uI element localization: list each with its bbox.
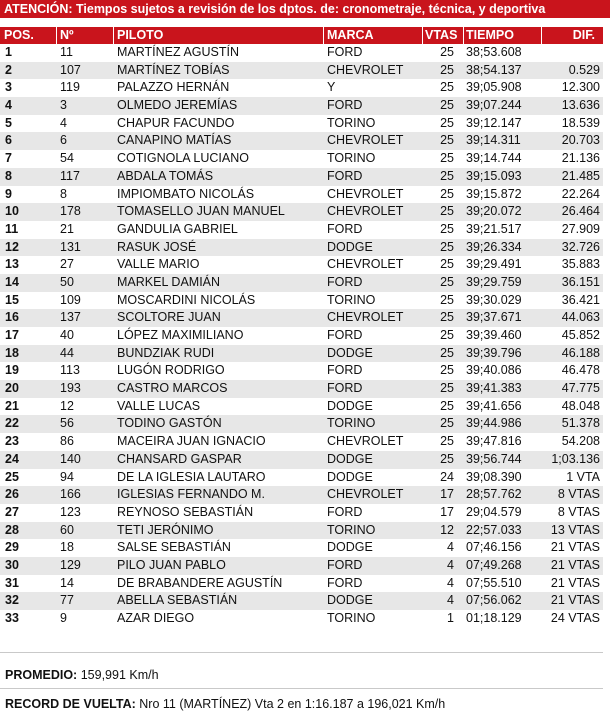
gap-cell: 8 VTAS <box>557 487 600 502</box>
laps-cell: 25 <box>440 257 454 272</box>
average-speed <box>5 668 159 682</box>
time-cell: 39;26.334 <box>466 239 522 254</box>
car-number-cell: 56 <box>60 416 74 431</box>
position-cell: 17 <box>5 328 19 342</box>
table-row <box>0 592 603 610</box>
position-cell: 22 <box>5 416 19 431</box>
position-cell: 9 <box>5 186 12 201</box>
laps-cell: 12 <box>440 522 454 537</box>
driver-name-cell: CASTRO MARCOS <box>117 381 228 396</box>
laps-cell: 25 <box>440 168 454 183</box>
car-number-cell: 27 <box>60 257 74 272</box>
brand-cell: CHEVROLET <box>327 487 404 502</box>
column-divider <box>422 27 423 44</box>
position-cell: 1 <box>5 45 12 59</box>
gap-cell: 20.703 <box>561 133 600 148</box>
laps-cell: 25 <box>440 451 454 466</box>
position-cell: 28 <box>5 522 19 537</box>
gap-cell: 36.151 <box>561 274 600 289</box>
driver-name-cell: PILO JUAN PABLO <box>117 557 226 572</box>
table-row <box>0 150 603 168</box>
position-cell: 10 <box>5 204 19 219</box>
time-cell: 39;14.311 <box>466 133 521 148</box>
gap-cell: 36.421 <box>561 292 600 307</box>
table-row <box>0 44 603 62</box>
brand-cell: CHEVROLET <box>327 186 404 201</box>
average-speed-value: 159,991 Km/h <box>80 668 159 682</box>
table-row <box>0 522 603 540</box>
position-cell: 11 <box>5 221 19 236</box>
car-number-cell: 137 <box>60 310 81 325</box>
car-number-cell: 86 <box>60 434 74 449</box>
gap-cell: 21 VTAS <box>550 540 600 555</box>
position-cell: 4 <box>5 98 12 113</box>
laps-cell: 25 <box>440 133 454 148</box>
column-divider <box>56 27 57 44</box>
table-row <box>0 186 603 204</box>
time-cell: 39;07.244 <box>466 98 522 113</box>
car-number-cell: 129 <box>60 557 81 572</box>
driver-name-cell: VALLE LUCAS <box>117 398 201 413</box>
column-header-piloto: PILOTO <box>117 28 164 42</box>
brand-cell: FORD <box>327 328 363 342</box>
laps-cell: 25 <box>440 204 454 219</box>
position-cell: 24 <box>5 451 19 466</box>
table-row <box>0 345 603 363</box>
driver-name-cell: REYNOSO SEBASTIÁN <box>117 504 254 519</box>
time-cell: 39;30.029 <box>466 292 522 307</box>
laps-cell: 4 <box>447 593 454 608</box>
brand-cell: TORINO <box>327 522 376 537</box>
table-row <box>0 168 603 186</box>
table-row <box>0 292 603 310</box>
time-cell: 39;41.656 <box>466 398 522 413</box>
brand-cell: FORD <box>327 381 363 396</box>
table-row <box>0 79 603 97</box>
position-cell: 18 <box>5 345 19 360</box>
time-cell: 39;39.460 <box>466 328 522 342</box>
brand-cell: DODGE <box>327 451 373 466</box>
column-divider <box>113 27 114 44</box>
laps-cell: 25 <box>440 363 454 378</box>
table-row <box>0 610 603 628</box>
car-number-cell: 40 <box>60 328 74 342</box>
lap-record-value: Nro 11 (MARTÍNEZ) Vta 2 en 1:16.187 a 196,021 Km/h <box>139 697 446 711</box>
time-cell: 39;15.093 <box>466 168 522 183</box>
brand-cell: FORD <box>327 504 363 519</box>
driver-name-cell: TETI JERÓNIMO <box>117 522 214 537</box>
table-row <box>0 469 603 487</box>
gap-cell: 35.883 <box>561 257 600 272</box>
time-cell: 28;57.762 <box>466 487 522 502</box>
time-cell: 39;44.986 <box>466 416 522 431</box>
laps-cell: 25 <box>440 186 454 201</box>
table-row <box>0 415 603 433</box>
driver-name-cell: LUGÓN RODRIGO <box>117 363 225 378</box>
table-row <box>0 504 603 522</box>
time-cell: 01;18.129 <box>466 611 522 625</box>
time-cell: 07;56.062 <box>466 593 522 608</box>
brand-cell: TORINO <box>327 115 376 130</box>
time-cell: 39;47.816 <box>466 434 522 449</box>
position-cell: 5 <box>5 115 12 130</box>
laps-cell: 25 <box>440 398 454 413</box>
column-divider <box>323 27 324 44</box>
brand-cell: CHEVROLET <box>327 310 404 325</box>
gap-cell: 12.300 <box>561 80 600 95</box>
car-number-cell: 178 <box>60 204 81 219</box>
gap-cell: 21 VTAS <box>550 557 600 572</box>
laps-cell: 25 <box>440 151 454 166</box>
driver-name-cell: SALSE SEBASTIÁN <box>117 540 231 555</box>
laps-cell: 25 <box>440 345 454 360</box>
driver-name-cell: TODINO GASTÓN <box>117 416 222 431</box>
position-cell: 16 <box>5 310 19 325</box>
car-number-cell: 50 <box>60 274 74 289</box>
brand-cell: FORD <box>327 98 363 113</box>
brand-cell: FORD <box>327 221 363 236</box>
gap-cell: 22.264 <box>561 186 600 201</box>
column-header-tiempo: TIEMPO <box>466 28 514 42</box>
gap-cell: 0.529 <box>568 62 600 77</box>
driver-name-cell: MOSCARDINI NICOLÁS <box>117 292 256 307</box>
driver-name-cell: DE BRABANDERE AGUSTÍN <box>117 575 283 590</box>
laps-cell: 25 <box>440 434 454 449</box>
time-cell: 39;14.744 <box>466 151 522 166</box>
laps-cell: 25 <box>440 239 454 254</box>
position-cell: 27 <box>5 504 19 519</box>
car-number-cell: 14 <box>60 575 74 590</box>
table-row <box>0 97 603 115</box>
brand-cell: DODGE <box>327 398 373 413</box>
time-cell: 39;20.072 <box>466 204 522 219</box>
brand-cell: FORD <box>327 575 363 590</box>
table-row <box>0 309 603 327</box>
driver-name-cell: LÓPEZ MAXIMILIANO <box>117 328 244 342</box>
car-number-cell: 18 <box>60 540 74 555</box>
time-cell: 22;57.033 <box>466 522 522 537</box>
brand-cell: FORD <box>327 557 363 572</box>
driver-name-cell: DE LA IGLESIA LAUTARO <box>117 469 266 484</box>
time-cell: 38;54.137 <box>466 62 522 77</box>
driver-name-cell: MARTÍNEZ AGUSTÍN <box>117 45 240 59</box>
car-number-cell: 123 <box>60 504 81 519</box>
driver-name-cell: CHAPUR FACUNDO <box>117 115 235 130</box>
divider <box>0 688 603 689</box>
time-cell: 39;56.744 <box>466 451 522 466</box>
time-cell: 39;05.908 <box>466 80 522 95</box>
column-header-dif: DIF. <box>572 28 595 42</box>
laps-cell: 17 <box>440 504 454 519</box>
table-row <box>0 62 603 80</box>
driver-name-cell: TOMASELLO JUAN MANUEL <box>117 204 285 219</box>
brand-cell: FORD <box>327 45 363 59</box>
laps-cell: 24 <box>440 469 454 484</box>
brand-cell: TORINO <box>327 611 376 625</box>
gap-cell: 1 VTA <box>566 469 600 484</box>
driver-name-cell: BUNDZIAK RUDI <box>117 345 215 360</box>
car-number-cell: 119 <box>60 80 80 95</box>
position-cell: 15 <box>5 292 19 307</box>
gap-cell: 26.464 <box>561 204 600 219</box>
position-cell: 6 <box>5 133 12 148</box>
laps-cell: 4 <box>447 557 454 572</box>
laps-cell: 25 <box>440 381 454 396</box>
laps-cell: 25 <box>440 62 454 77</box>
laps-cell: 25 <box>440 80 454 95</box>
laps-cell: 25 <box>440 310 454 325</box>
car-number-cell: 113 <box>60 363 80 378</box>
brand-cell: DODGE <box>327 239 373 254</box>
driver-name-cell: IMPIOMBATO NICOLÁS <box>117 186 255 201</box>
time-cell: 39;29.759 <box>466 274 522 289</box>
table-row <box>0 575 603 593</box>
time-cell: 39;12.147 <box>466 115 522 130</box>
time-cell: 39;29.491 <box>466 257 522 272</box>
brand-cell: DODGE <box>327 593 373 608</box>
car-number-cell: 11 <box>60 45 73 59</box>
brand-cell: FORD <box>327 274 363 289</box>
gap-cell: 51.378 <box>561 416 600 431</box>
laps-cell: 1 <box>447 611 454 625</box>
position-cell: 20 <box>5 381 19 396</box>
car-number-cell: 117 <box>60 168 80 183</box>
results-table <box>0 44 603 628</box>
car-number-cell: 9 <box>60 611 67 625</box>
car-number-cell: 6 <box>60 133 67 148</box>
laps-cell: 25 <box>440 221 454 236</box>
laps-cell: 17 <box>440 487 454 502</box>
gap-cell: 44.063 <box>561 310 600 325</box>
laps-cell: 4 <box>447 575 454 590</box>
driver-name-cell: COTIGNOLA LUCIANO <box>117 151 249 166</box>
car-number-cell: 107 <box>60 62 81 77</box>
gap-cell: 21 VTAS <box>550 575 600 590</box>
position-cell: 7 <box>5 151 12 166</box>
position-cell: 2 <box>5 62 12 77</box>
gap-cell: 46.478 <box>561 363 600 378</box>
column-header-vtas: VTAS <box>425 28 458 42</box>
time-cell: 39;08.390 <box>466 469 522 484</box>
table-row <box>0 256 603 274</box>
driver-name-cell: OLMEDO JEREMÍAS <box>117 98 238 113</box>
table-row <box>0 221 603 239</box>
time-cell: 39;41.383 <box>466 381 522 396</box>
car-number-cell: 131 <box>60 239 81 254</box>
driver-name-cell: AZAR DIEGO <box>117 611 195 625</box>
lap-record-label: RECORD DE VUELTA: <box>5 697 136 711</box>
position-cell: 33 <box>5 611 19 625</box>
driver-name-cell: RASUK JOSÉ <box>117 239 197 254</box>
gap-cell: 45.852 <box>561 328 600 342</box>
car-number-cell: 60 <box>60 522 74 537</box>
position-cell: 19 <box>5 363 19 378</box>
warning-banner: ATENCIÓN: Tiempos sujetos a revisión de los dptos. de: cronometraje, técnica, y deportiva <box>0 0 610 18</box>
driver-name-cell: MACEIRA JUAN IGNACIO <box>117 434 266 449</box>
car-number-cell: 4 <box>60 115 67 130</box>
driver-name-cell: MARTÍNEZ TOBÍAS <box>117 62 230 77</box>
gap-cell: 48.048 <box>561 398 600 413</box>
column-divider <box>463 27 464 44</box>
time-cell: 29;04.579 <box>466 504 522 519</box>
table-row <box>0 132 603 150</box>
position-cell: 32 <box>5 593 19 608</box>
brand-cell: DODGE <box>327 469 373 484</box>
position-cell: 3 <box>5 80 12 95</box>
gap-cell: 18.539 <box>561 115 600 130</box>
position-cell: 26 <box>5 487 19 502</box>
brand-cell: CHEVROLET <box>327 204 404 219</box>
laps-cell: 25 <box>440 45 454 59</box>
table-row <box>0 115 603 133</box>
gap-cell: 47.775 <box>561 381 600 396</box>
driver-name-cell: CANAPINO MATÍAS <box>117 133 232 148</box>
driver-name-cell: PALAZZO HERNÁN <box>117 80 230 95</box>
laps-cell: 25 <box>440 115 454 130</box>
lap-record <box>5 697 445 711</box>
car-number-cell: 3 <box>60 98 67 113</box>
brand-cell: CHEVROLET <box>327 434 404 449</box>
brand-cell: CHEVROLET <box>327 257 404 272</box>
table-row <box>0 398 603 416</box>
car-number-cell: 109 <box>60 292 81 307</box>
laps-cell: 4 <box>447 540 454 555</box>
brand-cell: CHEVROLET <box>327 62 404 77</box>
brand-cell: CHEVROLET <box>327 133 404 148</box>
position-cell: 30 <box>5 557 19 572</box>
position-cell: 8 <box>5 168 12 183</box>
car-number-cell: 21 <box>60 221 74 236</box>
gap-cell: 32.726 <box>561 239 600 254</box>
brand-cell: TORINO <box>327 292 376 307</box>
column-header-pos: POS. <box>4 28 34 42</box>
time-cell: 38;53.608 <box>466 45 522 59</box>
car-number-cell: 193 <box>60 381 81 396</box>
gap-cell: 1;03.136 <box>551 451 600 466</box>
brand-cell: TORINO <box>327 416 376 431</box>
laps-cell: 25 <box>440 328 454 342</box>
car-number-cell: 94 <box>60 469 74 484</box>
position-cell: 13 <box>5 257 19 272</box>
position-cell: 14 <box>5 274 19 289</box>
time-cell: 07;55.510 <box>466 575 522 590</box>
position-cell: 12 <box>5 239 19 254</box>
brand-cell: FORD <box>327 168 363 183</box>
position-cell: 25 <box>5 469 19 484</box>
table-row <box>0 451 603 469</box>
gap-cell: 13.636 <box>561 98 600 113</box>
table-row <box>0 433 603 451</box>
gap-cell: 13 VTAS <box>550 522 600 537</box>
brand-cell: DODGE <box>327 540 373 555</box>
brand-cell: TORINO <box>327 151 376 166</box>
column-header-num: Nº <box>60 28 74 42</box>
driver-name-cell: IGLESIAS FERNANDO M. <box>117 487 265 502</box>
table-row <box>0 274 603 292</box>
driver-name-cell: CHANSARD GASPAR <box>117 451 242 466</box>
driver-name-cell: ABELLA SEBASTIÁN <box>117 593 238 608</box>
time-cell: 07;49.268 <box>466 557 522 572</box>
car-number-cell: 77 <box>60 593 74 608</box>
gap-cell: 8 VTAS <box>557 504 600 519</box>
car-number-cell: 140 <box>60 451 81 466</box>
position-cell: 23 <box>5 434 19 449</box>
laps-cell: 25 <box>440 98 454 113</box>
table-row <box>0 239 603 257</box>
time-cell: 07;46.156 <box>466 540 522 555</box>
column-header-marca: MARCA <box>327 28 374 42</box>
table-row <box>0 203 603 221</box>
table-row <box>0 327 603 345</box>
table-row <box>0 486 603 504</box>
driver-name-cell: SCOLTORE JUAN <box>117 310 221 325</box>
car-number-cell: 8 <box>60 186 67 201</box>
divider <box>0 652 603 653</box>
column-divider <box>541 27 542 44</box>
time-cell: 39;15.872 <box>466 186 522 201</box>
position-cell: 29 <box>5 540 19 555</box>
laps-cell: 25 <box>440 292 454 307</box>
position-cell: 21 <box>5 398 19 413</box>
time-cell: 39;40.086 <box>466 363 522 378</box>
gap-cell: 21.136 <box>561 151 600 166</box>
brand-cell: Y <box>327 80 336 95</box>
time-cell: 39;37.671 <box>466 310 522 325</box>
driver-name-cell: VALLE MARIO <box>117 257 200 272</box>
driver-name-cell: ABDALA TOMÁS <box>117 168 214 183</box>
brand-cell: DODGE <box>327 345 373 360</box>
gap-cell: 54.208 <box>561 434 600 449</box>
brand-cell: FORD <box>327 363 363 378</box>
position-cell: 31 <box>5 575 19 590</box>
gap-cell: 21.485 <box>561 168 600 183</box>
table-row <box>0 380 603 398</box>
table-header <box>0 27 603 44</box>
table-row <box>0 362 603 380</box>
gap-cell: 46.188 <box>561 345 600 360</box>
laps-cell: 25 <box>440 416 454 431</box>
gap-cell: 21 VTAS <box>550 593 600 608</box>
table-row <box>0 557 603 575</box>
driver-name-cell: GANDULIA GABRIEL <box>117 221 238 236</box>
laps-cell: 25 <box>440 274 454 289</box>
average-speed-label: PROMEDIO: <box>5 668 78 682</box>
driver-name-cell: MARKEL DAMIÁN <box>117 274 221 289</box>
time-cell: 39;39.796 <box>466 345 522 360</box>
car-number-cell: 166 <box>60 487 81 502</box>
table-row <box>0 539 603 557</box>
gap-cell: 24 VTAS <box>550 611 600 625</box>
car-number-cell: 54 <box>60 151 74 166</box>
time-cell: 39;21.517 <box>466 221 522 236</box>
gap-cell: 27.909 <box>561 221 600 236</box>
car-number-cell: 12 <box>60 398 74 413</box>
car-number-cell: 44 <box>60 345 74 360</box>
